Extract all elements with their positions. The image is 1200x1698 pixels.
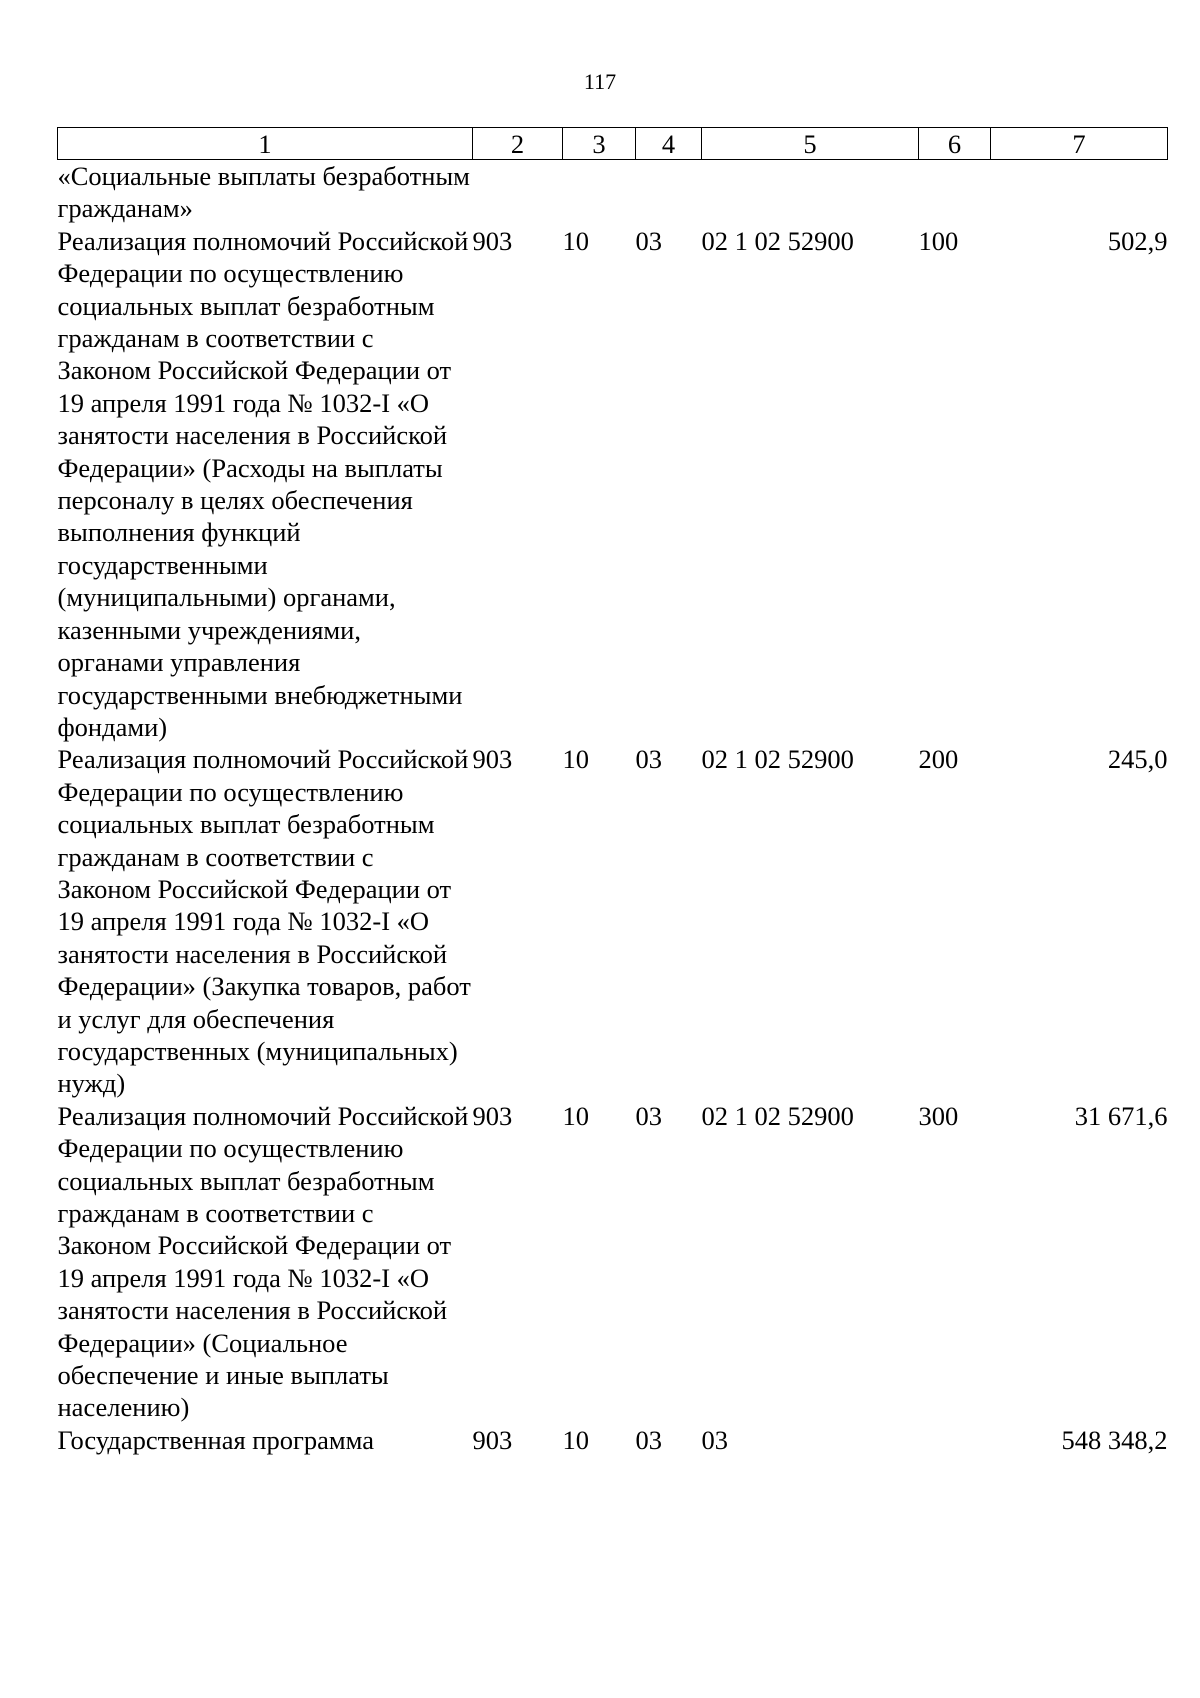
row-ministry-code [473, 160, 563, 225]
row-section-code [563, 160, 636, 225]
row-expense-type [919, 160, 991, 225]
row-ministry-code: 903 [472, 1100, 513, 1131]
row-description: «Социальные выплаты безработным гражданам» [57, 161, 470, 224]
row-expense-type: 200 [918, 744, 959, 775]
row-subsection-code: 03 [635, 1100, 662, 1131]
table-row [58, 743, 1168, 1099]
row-description: Реализация полномочий Российской Федерации по осуществлению социальных выплат безработным гражданам в соответствии с Законом Российской Федерации от 19 апреля 1991 года № 1032-I «О занятости населения в Российской Федерации» (Социальное обеспечение и иные выплаты населению) [57, 1100, 469, 1423]
row-expense-type [919, 1424, 991, 1456]
table-row [58, 1424, 1168, 1456]
row-amount: 502,9 [1107, 225, 1168, 256]
table-row [58, 225, 1168, 744]
row-amount: 245,0 [1107, 744, 1168, 775]
row-subsection-code: 03 [635, 744, 662, 775]
page-number: 117 [583, 69, 617, 94]
table-row [58, 160, 1168, 225]
column-header-3: 3 [563, 128, 636, 160]
budget-table [57, 127, 1168, 1456]
row-target-article [702, 160, 919, 225]
column-header-4: 4 [636, 128, 702, 160]
row-target-article: 03 [701, 1424, 728, 1455]
row-section-code: 10 [562, 1100, 589, 1131]
column-header-1: 1 [58, 128, 473, 160]
row-target-article: 02 1 02 52900 [701, 225, 854, 256]
row-ministry-code: 903 [472, 744, 513, 775]
row-amount: 31 671,6 [1074, 1100, 1168, 1131]
row-ministry-code: 903 [472, 225, 513, 256]
row-section-code: 10 [562, 225, 589, 256]
row-subsection-code [636, 160, 702, 225]
row-description: Реализация полномочий Российской Федерации по осуществлению социальных выплат безработным гражданам в соответствии с Законом Российской Федерации от 19 апреля 1991 года № 1032-I «О занятости населения в Российской Федерации» (Расходы на выплаты персоналу в целях обеспечения выполнения функций государственными (муниципальными) органами, казенными учреждениями, органами управления государственными внебюджетными фондами) [57, 225, 469, 742]
row-target-article: 02 1 02 52900 [701, 1100, 854, 1131]
row-subsection-code: 03 [635, 225, 662, 256]
row-section-code: 10 [562, 744, 589, 775]
column-header-6: 6 [919, 128, 991, 160]
row-expense-type: 100 [918, 225, 959, 256]
column-header-2: 2 [473, 128, 563, 160]
row-expense-type: 300 [918, 1100, 959, 1131]
row-description: Государственная программа [57, 1424, 374, 1455]
row-amount [991, 160, 1168, 225]
column-number-header-row [58, 128, 1168, 160]
row-subsection-code: 03 [635, 1424, 662, 1455]
row-description: Реализация полномочий Российской Федерации по осуществлению социальных выплат безработным гражданам в соответствии с Законом Российской Федерации от 19 апреля 1991 года № 1032-I «О занятости населения в Российской Федерации» (Закупка товаров, работ и услуг для обеспечения государственных (муниципальных) нужд) [57, 744, 471, 1099]
table-row [58, 1100, 1168, 1424]
row-amount: 548 348,2 [1061, 1424, 1168, 1455]
column-header-7: 7 [991, 128, 1168, 160]
row-section-code: 10 [562, 1424, 589, 1455]
row-ministry-code: 903 [472, 1424, 513, 1455]
row-target-article: 02 1 02 52900 [701, 744, 854, 775]
column-header-5: 5 [702, 128, 919, 160]
